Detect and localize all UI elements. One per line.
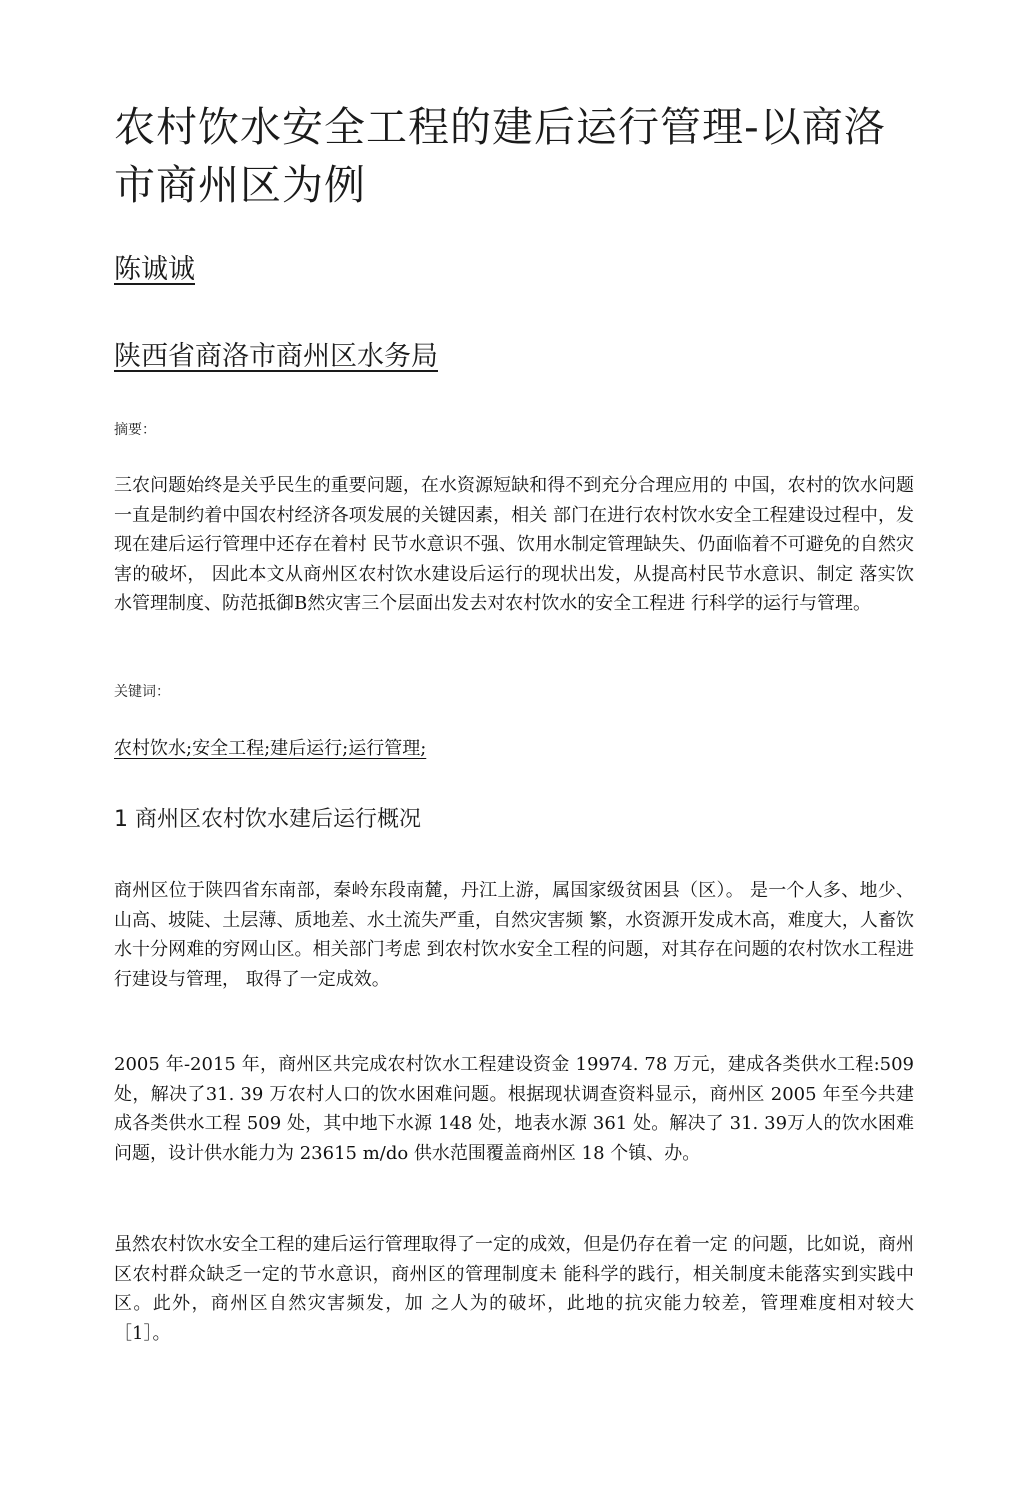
body-paragraph: 商州区位于陕四省东南部，秦岭东段南麓，丹江上游，属国家级贫困县（区）。 是一个人多、地少、山高、坡陡、土层薄、质地差、水土流失严重，自然灾害频 繁，水资源开发成木高，难度大，人畜饮水十分网难的穷网山区。相关部门考虑 到农村饮水安全工程的问题，对其存在问题的农村饮水工程进行建设与管理， 取得了一定成效。 [114, 880, 914, 990]
author-name: 陈诚诚 [114, 254, 195, 285]
body-paragraph: 虽然农村饮水安全工程的建后运行管理取得了一定的成效，但是仍存在着一定 的问题，比如说，商州区农村群众缺乏一定的节水意识，商州区的管理制度未 能科学的践行，相关制度未能落实到实践中区。此外，商州区自然灾害频发，加 之人为的破坏，此地的抗灾能力较差，管理难度相对较大［1］。 [114, 1234, 914, 1344]
body-paragraph: 2005 年-2015 年，商州区共完成农村饮水工程建设资金 19974. 78 万元，建成各类供水工程:509 处，解决了31. 39 万农村人口的饮水困难问题。根据现状调查资料显示，商州区 2005 年至今共建成各类供水工程 509 处，其中地下水源 148 处，地表水源 361 处。解决了 31. 39万人的饮水困难问题，设计供水能力为 23615 m/do 供水范围覆盖商州区 18 个镇、办。 [114, 1054, 914, 1164]
document-title: 农村饮水安全工程的建后运行管理-以商洛市商州区为例 [114, 103, 886, 209]
abstract-label: 摘要： [114, 422, 156, 438]
section-heading: 1 商州区农村饮水建后运行概况 [114, 807, 421, 832]
keywords-label: 关键词： [114, 684, 170, 700]
author-affiliation: 陕西省商洛市商州区水务局 [114, 341, 438, 372]
abstract-text: 三农问题始终是关乎民生的重要问题，在水资源短缺和得不到充分合理应用的 中国，农村的饮水问题一直是制约着中国农村经济各项发展的关键因素，相关 部门在进行农村饮水安全工程建设过程中，发现在建后运行管理中还存在着村 民节水意识不强、饮用水制定管理缺失、仍面临着不可避免的自然灾害的破坏， 因此本文从商州区农村饮水建设后运行的现状出发，从提高村民节水意识、制定 落实饮水管理制度、防范抵御B然灾害三个层面出发去对农村饮水的安全工程进 行科学的运行与管理。 [114, 475, 914, 614]
keywords-list: 农村饮水;安全工程;建后运行;运行管理; [114, 738, 427, 759]
